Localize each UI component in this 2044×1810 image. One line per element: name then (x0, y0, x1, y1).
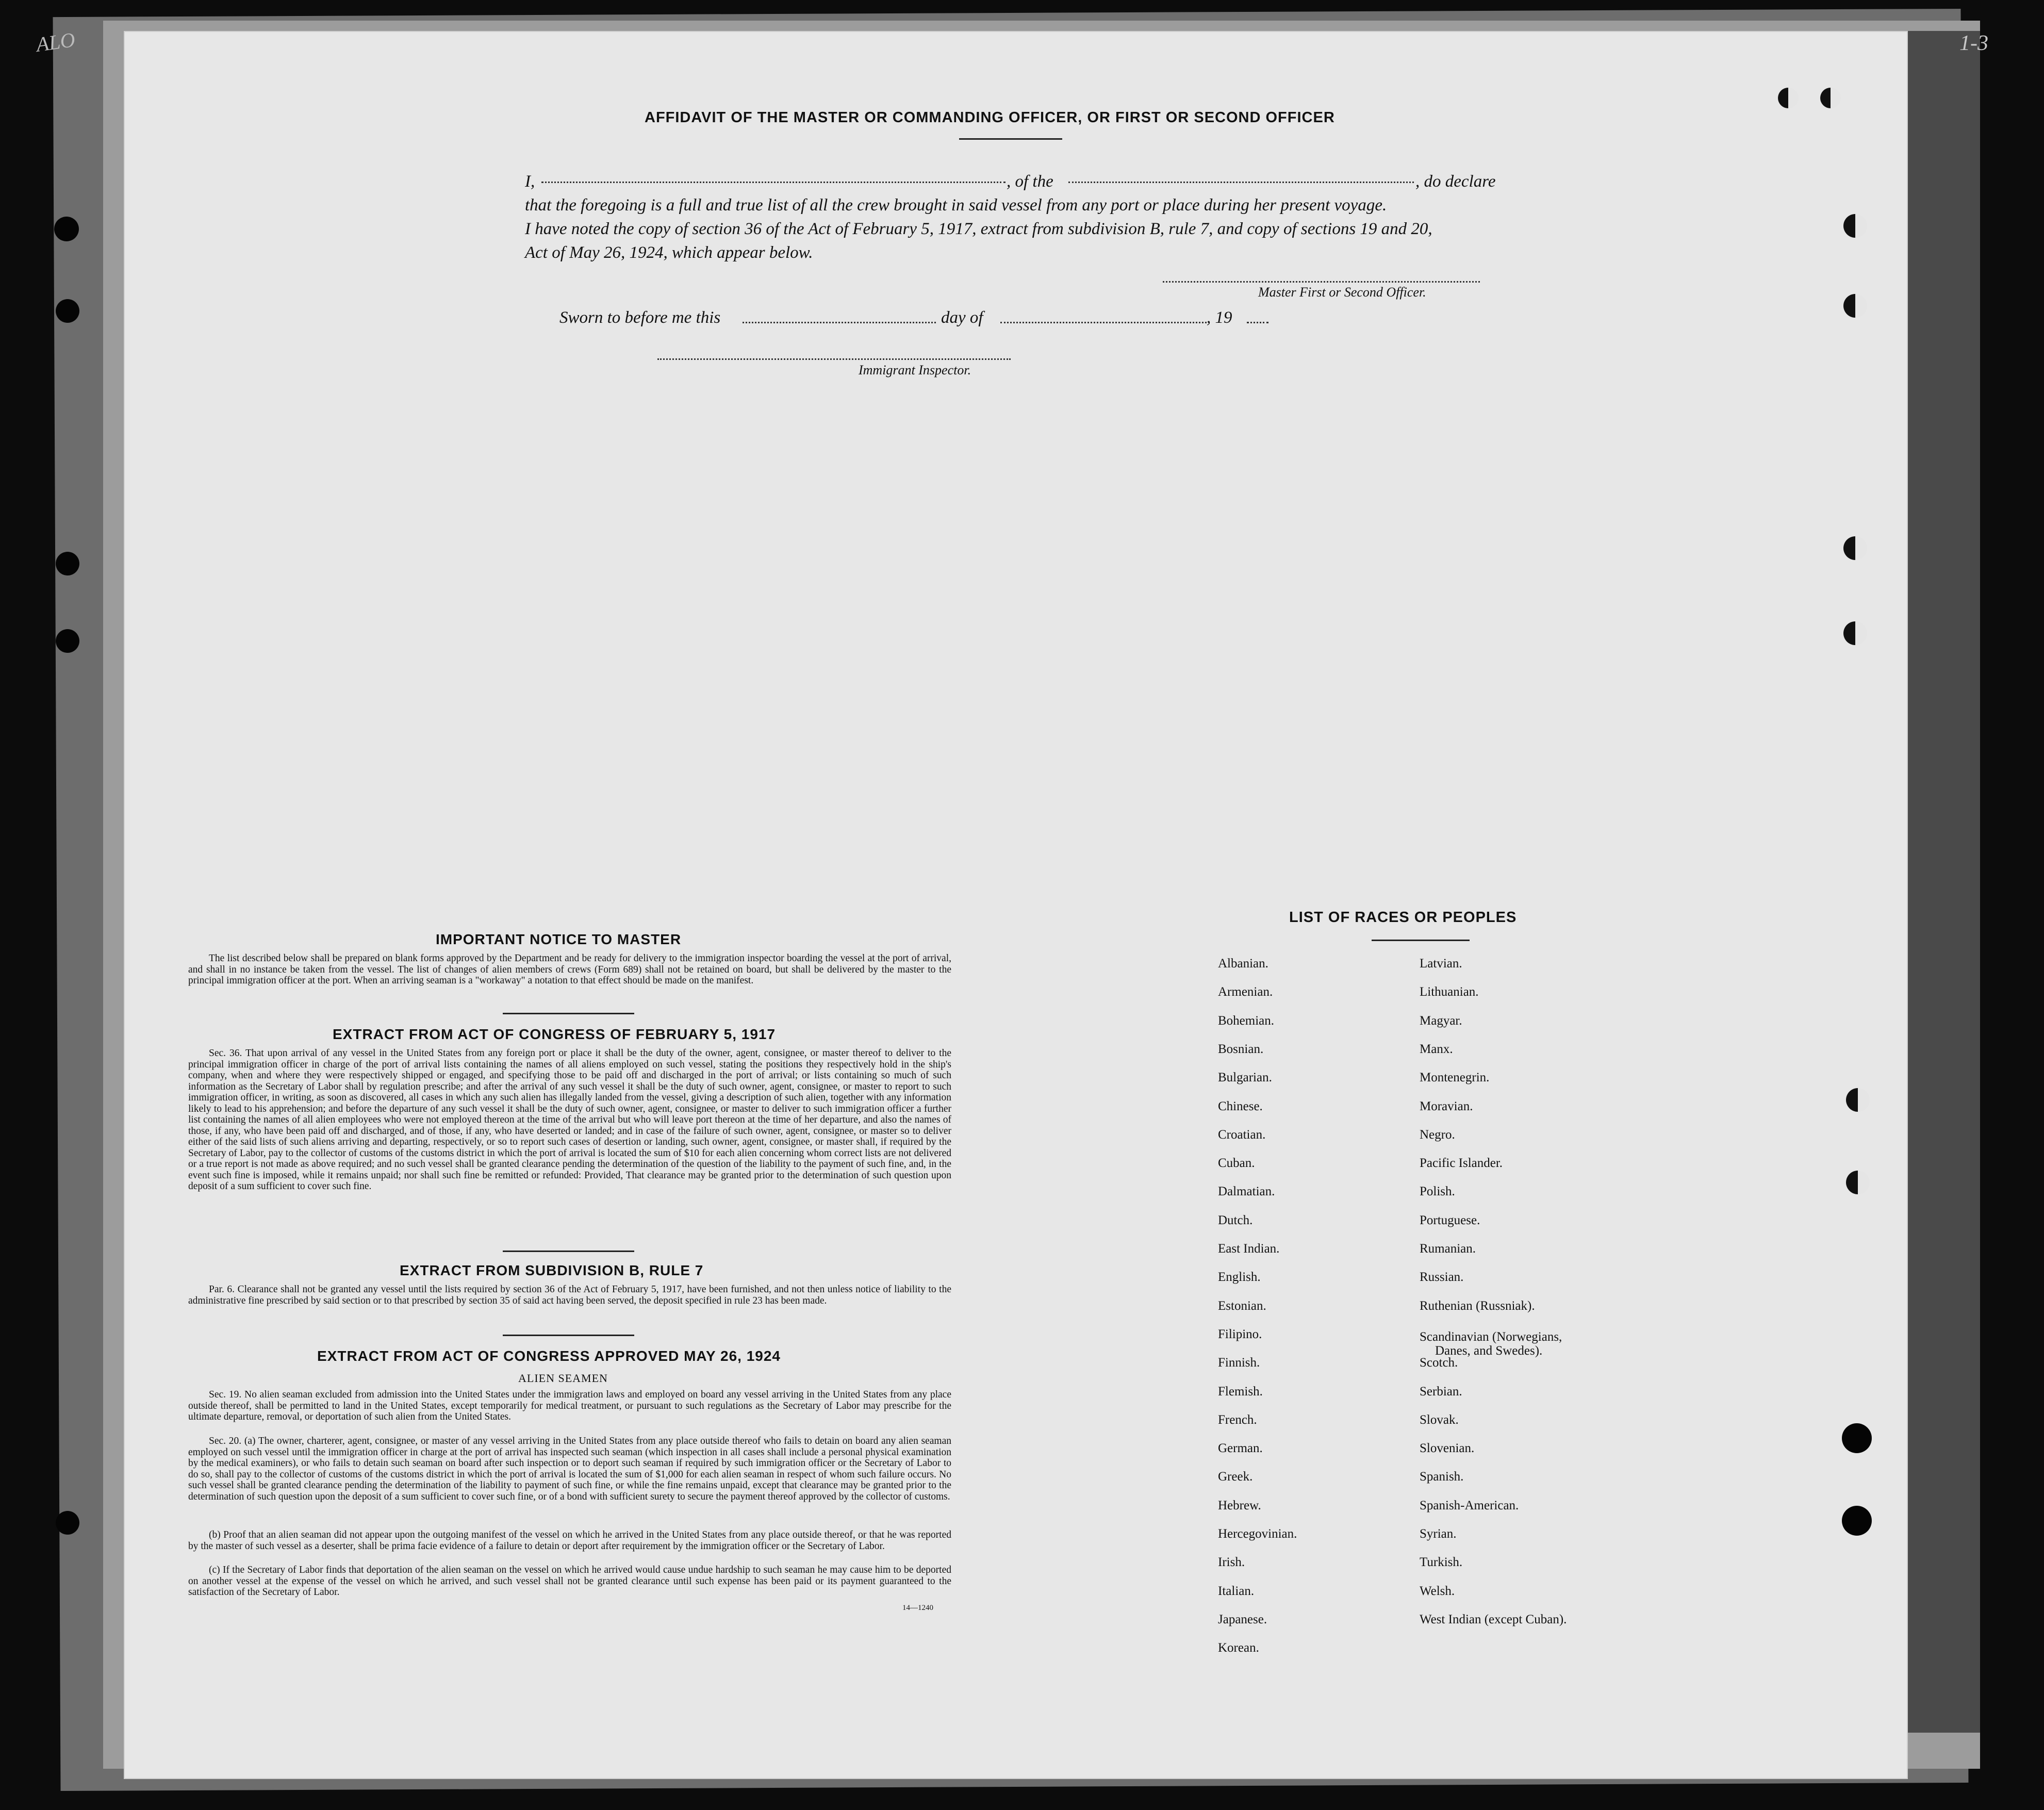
master-signature-line (1163, 281, 1480, 283)
race-item: Polish. (1420, 1184, 1455, 1198)
binder-hole-icon (1778, 88, 1799, 108)
race-item: Lithuanian. (1420, 985, 1479, 999)
extract-1924-sec20c: (c) If the Secretary of Labor finds that deportation of the alien seaman on the vessel on which he arrived would cause undue hardship to such seaman he may cause him to be deported on another vessel at the expense of the vessel on which he arrived, and such vessel shall not be granted clearance until such expense has been paid or its payment guaranteed to the satisfaction of the Secretary of Labor. (188, 1565, 951, 1598)
race-item: Syrian. (1420, 1527, 1457, 1541)
form-number: 14—1240 (902, 1604, 933, 1612)
sworn-year-blank (1247, 322, 1268, 323)
race-item: Filipino. (1218, 1327, 1262, 1341)
race-item: Estonian. (1218, 1299, 1266, 1313)
binder-hole-icon (1846, 1088, 1870, 1112)
race-item: Hebrew. (1218, 1499, 1261, 1512)
divider (503, 1250, 634, 1252)
binder-hole-icon (1843, 536, 1867, 560)
binder-hole-icon (1820, 88, 1841, 108)
binder-hole-icon (1843, 621, 1867, 645)
affidavit-lead: I, (525, 172, 535, 191)
sworn-prefix: Sworn to before me this (559, 308, 721, 327)
race-item: Albanian. (1218, 957, 1268, 970)
race-item: Scotch. (1420, 1356, 1458, 1370)
race-item: Armenian. (1218, 985, 1273, 999)
notice-text: The list described below shall be prepared on blank forms approved by the Department and be ready for delivery to the immigration inspector boarding the vessel at the port of arrival, and shall in no instance be taken from the vessel. The list of changes of alien members of crews (Form 689) shall not be retained on board, but shall be delivered by the master to the principal immigration officer at the port. When an arriving seaman is a "workaway" a notation to that effect should be made on the manifest. (188, 953, 951, 986)
race-item-continuation: Danes, and Swedes). (1435, 1344, 1543, 1358)
race-item: Manx. (1420, 1042, 1453, 1056)
race-item: Negro. (1420, 1128, 1455, 1142)
race-item: Japanese. (1218, 1612, 1267, 1626)
binder-hole-icon (56, 629, 79, 653)
inspector-label: Immigrant Inspector. (859, 363, 971, 377)
binder-hole-icon (56, 552, 79, 575)
race-item: Welsh. (1420, 1584, 1455, 1598)
race-item: Dalmatian. (1218, 1184, 1275, 1198)
race-item: Bohemian. (1218, 1014, 1275, 1028)
race-item: Greek. (1218, 1470, 1253, 1484)
inspector-signature-line (657, 358, 1011, 360)
document-page (124, 31, 1908, 1779)
race-item: Spanish. (1420, 1470, 1464, 1484)
sworn-day-of: day of (941, 308, 983, 327)
notice-heading: IMPORTANT NOTICE TO MASTER (436, 931, 682, 947)
race-item: Hercegovinian. (1218, 1527, 1297, 1541)
race-item: Magyar. (1420, 1014, 1462, 1028)
race-item: Italian. (1218, 1584, 1255, 1598)
affidavit-line-3: I have noted the copy of section 36 of the Act of February 5, 1917, extract from subdivision B, rule 7, and copy of sections 19 and 20, (525, 220, 1432, 238)
race-item: Dutch. (1218, 1213, 1253, 1227)
divider (503, 1335, 634, 1336)
race-item: Rumanian. (1420, 1242, 1476, 1256)
affidavit-of-the: , of the (1007, 172, 1053, 191)
divider (1372, 940, 1470, 941)
vessel-blank-line (1068, 182, 1414, 183)
extract-1924-heading: EXTRACT FROM ACT OF CONGRESS APPROVED MAY 26, 1924 (317, 1348, 781, 1364)
race-item: Scandinavian (Norwegians, (1420, 1330, 1562, 1344)
race-item: Latvian. (1420, 957, 1462, 970)
sworn-year-prefix: , 19 (1207, 308, 1232, 327)
race-item: Ruthenian (Russniak). (1420, 1299, 1535, 1313)
race-item: Slovenian. (1420, 1441, 1475, 1455)
extract-1917-heading: EXTRACT FROM ACT OF CONGRESS OF FEBRUARY 5, 1917 (333, 1026, 776, 1042)
divider (503, 1013, 634, 1014)
race-item: Croatian. (1218, 1128, 1266, 1142)
binder-hole-icon (1842, 1506, 1872, 1536)
name-blank-line (541, 182, 1005, 183)
extract-1924-sec19: Sec. 19. No alien seaman excluded from admission into the United States under the immigration laws and employed on board any vessel arriving in the United States from any place outside thereof, shall be permitted to land in the United States, except temporarily for medical treatment, or pursuant to such regulations as the Secretary of Labor may prescribe for the ultimate departure, removal, or deportation of such alien from the United States. (188, 1389, 951, 1422)
race-item: German. (1218, 1441, 1263, 1455)
binder-hole-icon (56, 1511, 79, 1535)
race-item: Pacific Islander. (1420, 1156, 1503, 1170)
race-item: Finnish. (1218, 1356, 1260, 1370)
race-item: French. (1218, 1413, 1257, 1427)
binder-hole-icon (54, 217, 79, 241)
race-item: Bulgarian. (1218, 1071, 1272, 1084)
divider (959, 138, 1062, 140)
sworn-month-blank (1000, 322, 1207, 323)
binder-hole-icon (1843, 214, 1867, 238)
margin-mark-left: ALO (35, 27, 77, 57)
affidavit-line-2: that the foregoing is a full and true list of all the crew brought in said vessel from any port or place during her present voyage. (525, 196, 1387, 215)
race-item: Bosnian. (1218, 1042, 1264, 1056)
race-item: Turkish. (1420, 1555, 1463, 1569)
margin-mark-right: 1-3 (1959, 31, 1988, 55)
extract-1924-sec20a: Sec. 20. (a) The owner, charterer, agent, consignee, or master of any vessel arriving in the United States from any place outside thereof who fails to detain on board any alien seaman employed on such vessel until the immigration officer in charge at the port of arrival has inspected such seaman (which inspection in all cases shall include a personal physical examination by the medical examiners), or who fails to detain such seaman on board after such inspection or to deport such seaman if required by such immigration officer or the Secretary of Labor to do so, shall pay to the collector of customs of the customs district in which the port of arrival is located the sum of $1,000 for each alien seaman in respect of whom such failure occurs. No such vessel shall be granted clearance pending the determination of the liability to payment of such fine, or while the fine remains unpaid, except that clearance may be granted prior to the determination of such question upon the deposit of a sum sufficient to cover such fine, or of a bond with sufficient surety to secure the payment thereof approved by the collector of customs. (188, 1436, 951, 1502)
extract-1924-subheading: ALIEN SEAMEN (518, 1372, 608, 1385)
race-item: Montenegrin. (1420, 1071, 1490, 1084)
race-item: Serbian. (1420, 1385, 1462, 1398)
extract-rule7-heading: EXTRACT FROM SUBDIVISION B, RULE 7 (400, 1262, 704, 1278)
races-heading: LIST OF RACES OR PEOPLES (1289, 909, 1517, 926)
race-item: Russian. (1420, 1270, 1464, 1284)
extract-rule7-text: Par. 6. Clearance shall not be granted any vessel until the lists required by section 36 of the Act of February 5, 1917, have been furnished, and not then unless notice of liability to the administrative fine prescribed by said section or to that prescribed by section 35 of said act having been served, the deposit specified in rule 23 has been made. (188, 1284, 951, 1306)
affidavit-line-4: Act of May 26, 1924, which appear below. (525, 243, 813, 262)
race-item: English. (1218, 1270, 1261, 1284)
sworn-day-blank (743, 322, 936, 323)
race-item: Chinese. (1218, 1099, 1263, 1113)
extract-1917-text: Sec. 36. That upon arrival of any vessel in the United States from any foreign port or place it shall be the duty of the owner, agent, consignee, or master thereof to deliver to the principal immigration officer in charge of the port of arrival lists containing the names of all aliens employed on such vessel, stating the positions they respectively hold in the ship's company, when and where they were respectively shipped or engaged, and specifying those to be paid off and discharged in the port of arrival; or lists containing so much of such information as the Secretary of Labor shall by regulation prescribe; and after the arrival of any such vessel it shall be the duty of such owner, agent, consignee, or master to report to such immigration officer, in writing, as soon as discovered, all cases in which any such alien has illegally landed from the vessel, giving a description of such alien, together with any information likely to lead to his apprehension; and before the departure of any such vessel it shall be the duty of such owner, agent, consignee, or master to deliver to such immigration officer a further list containing the names of all alien employees who were not employed thereon at the time of the arrival but who will leave port thereon at the time of her departure, and also the names of those, if any, who have been paid off and discharged, and of those, if any, who have deserted or landed; and in case of the failure of such owner, agent, consignee, or master so to deliver either of the said lists of such aliens arriving and departing, respectively, or so to report such cases of desertion or landing, such owner, agent, consignee, or master shall, if required by the Secretary of Labor, pay to the collector of customs of the customs district in which the port of arrival is located the sum of $10 for each alien concerning whom correct lists are not delivered or a true report is not made as above required; and no such vessel shall be granted clearance pending the determination of the question of the liability to the payment of such fine, and, in the event such fine is imposed, while it remains unpaid; nor shall such fine be remitted or refunded: Provided, That clearance may be granted prior to the determination of such question upon deposit of a sum sufficient to cover such fine. (188, 1048, 951, 1192)
race-item: Spanish-American. (1420, 1499, 1519, 1512)
binder-hole-icon (1846, 1171, 1870, 1194)
extract-1924-sec20b: (b) Proof that an alien seaman did not appear upon the outgoing manifest of the vessel on which he arrived in the United States from any place outside thereof, or that he was reported by the master of such vessel as a deserter, shall be prima facie evidence of a failure to detain or deport after requirement by the immigration officer or the Secretary of Labor. (188, 1529, 951, 1552)
master-signature-label: Master First or Second Officer. (1258, 285, 1426, 300)
affidavit-declare: , do declare (1415, 172, 1496, 191)
race-item: Moravian. (1420, 1099, 1473, 1113)
race-item: Slovak. (1420, 1413, 1459, 1427)
affidavit-title: AFFIDAVIT OF THE MASTER OR COMMANDING OFFICER, OR FIRST OR SECOND OFFICER (645, 109, 1335, 126)
race-item: Irish. (1218, 1555, 1245, 1569)
binder-hole-icon (1843, 294, 1867, 318)
race-item: West Indian (except Cuban). (1420, 1612, 1567, 1626)
binder-hole-icon (1842, 1423, 1872, 1453)
race-item: Flemish. (1218, 1385, 1263, 1398)
race-item: East Indian. (1218, 1242, 1280, 1256)
race-item: Cuban. (1218, 1156, 1255, 1170)
binder-hole-icon (56, 299, 79, 323)
race-item: Korean. (1218, 1641, 1259, 1655)
race-item: Portuguese. (1420, 1213, 1480, 1227)
